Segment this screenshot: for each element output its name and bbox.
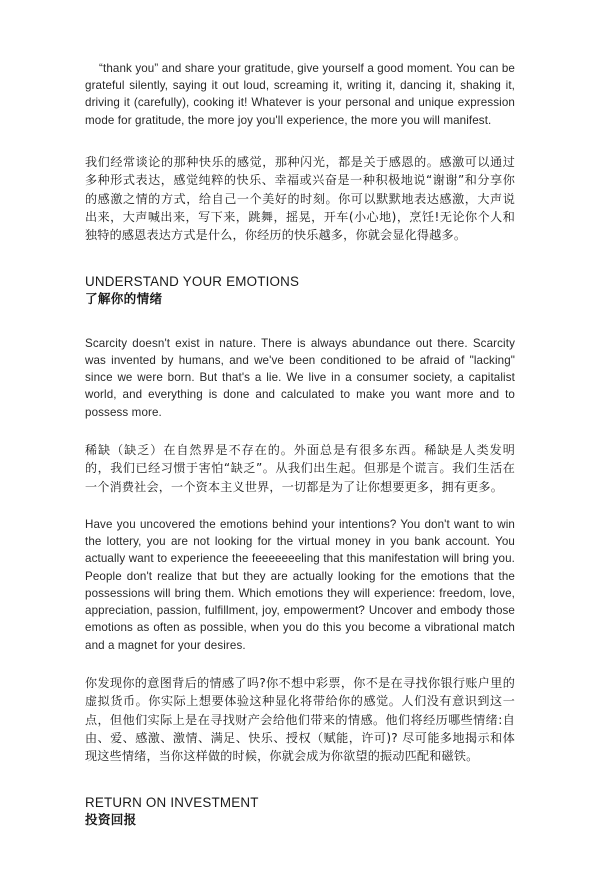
spacer: [85, 766, 515, 794]
spacer: [85, 307, 515, 335]
spacer: [85, 245, 515, 273]
section-heading-understand-your-emotions: [85, 273, 515, 307]
spacer: [85, 421, 515, 441]
section-heading-chinese: 投资回报: [85, 811, 137, 827]
spacer: [85, 129, 515, 153]
section-heading-chinese: 了解你的情绪: [85, 290, 163, 306]
paragraph-gratitude-chinese: 我们经常谈论的那种快乐的感觉，那种闪光，都是关于感恩的。感激可以通过多种形式表达，感觉纯粹的快乐、幸福或兴奋是一种积极地说“谢谢”和分享你的感激之情的方式，给自己一个美好的时刻。你可以默默地表达感激，大声说出来，大声喊出来，写下来，跳舞，摇晃，开车(小心地)，烹饪!无论你个人和独特的感恩表达方式是什么，你经历的快乐越多，你就会显化得越多。: [85, 154, 515, 243]
document-content: [85, 60, 515, 828]
paragraph-gratitude-english: “thank you” and share your gratitude, give yourself a good moment. You can be grateful silently, saying it out loud, screaming it, writing it, dancing it, shaking it, driving it (carefully), cooking it! Whatever is your personal and unique expression mode for gratitude, the more joy you'll experience, the more you will manifest.: [85, 62, 515, 127]
paragraph-intentions-chinese: 你发现你的意图背后的情感了吗?你不想中彩票，你不是在寻找你银行账户里的虚拟货币。你实际上想要体验这种显化将带给你的感觉。人们没有意识到这一点，但他们实际上是在寻找财产会给他们带来的情感。他们将经历哪些情绪:自由、爱、感激、激情、满足、快乐、授权（赋能，许可)? 尽可能多地揭示和体现这些情绪，当你这样做的时候，你就会成为你欲望的振动匹配和磁铁。: [85, 675, 515, 764]
paragraph-intentions-english: Have you uncovered the emotions behind your intentions? You don't want to win the lottery, you are not looking for the virtual money in you bank account. You actually want to experience the feeeeeeeling that this manifestation will bring you. People don't realize that but they are actually looking for the emotions that the possessions will bring them. Which emotions they will experience: freedom, love, appreciation, passion, fulfillment, joy, empowerment? Uncover and embody those emotions as often as possible, when you do this you become a vibrational match and a magnet for your desires.: [85, 518, 515, 652]
paragraph-scarcity-chinese: 稀缺（缺乏）在自然界是不存在的。外面总是有很多东西。稀缺是人类发明的，我们已经习惯于害怕“缺乏”。从我们出生起。但那是个谎言。我们生活在一个消费社会，一个资本主义世界，一切都是为了让你想要更多，拥有更多。: [85, 442, 515, 494]
paragraph-scarcity-english: Scarcity doesn't exist in nature. There is always abundance out there. Scarcity was invented by humans, and we've been conditioned to be afraid of "lacking" since we were born. But that's a lie. We live in a consumer society, a capitalist world, and everything is done and calculated to make you want more and to possess more.: [85, 336, 515, 419]
spacer: [85, 496, 515, 516]
section-heading-return-on-investment: [85, 794, 515, 828]
spacer: [85, 654, 515, 674]
section-heading-english: RETURN ON INVESTMENT: [85, 794, 259, 810]
section-heading-english: UNDERSTAND YOUR EMOTIONS: [85, 273, 300, 289]
